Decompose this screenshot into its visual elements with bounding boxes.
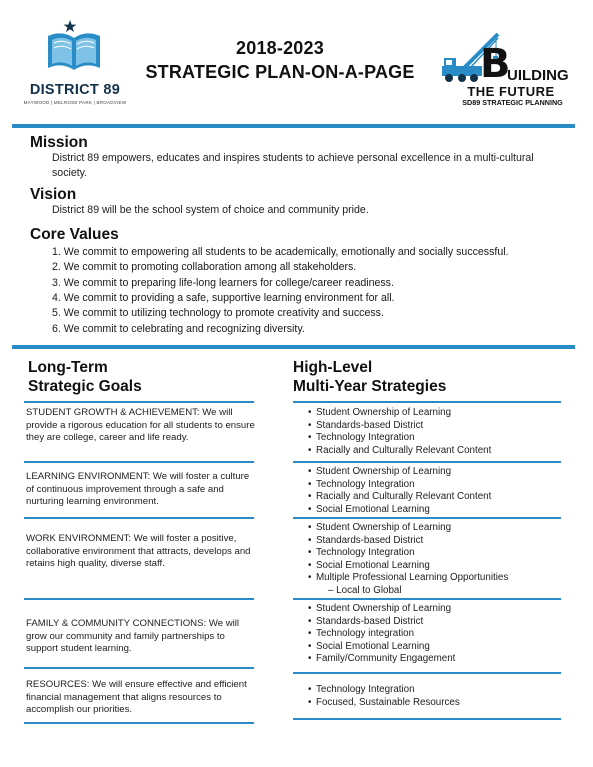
strategies-heading (293, 358, 446, 396)
core-value-item: 2. We commit to promoting collaboration among all stakeholders. (52, 261, 357, 274)
mission-heading: Mission (30, 134, 88, 151)
goal-learning-environment: LEARNING ENVIRONMENT: We will foster a culture of continuous improvement through a safe and nurturing learning environment. (26, 471, 250, 508)
strategy-item: • Social Emotional Learning (308, 641, 568, 654)
strategy-item: • Technology integration (308, 628, 568, 641)
strategy-item: • Multiple Professional Learning Opportunities (308, 572, 568, 585)
strategies-heading-line2: Multi-Year Strategies (293, 378, 447, 395)
strategy-item: • Technology Integration (308, 432, 568, 445)
the-future-word: THE FUTURE (467, 84, 555, 99)
building-the-future-logo (440, 28, 575, 110)
strategy-divider (293, 718, 561, 720)
strategic-planning-tagline: SD89 STRATEGIC PLANNING (462, 98, 563, 107)
strategy-item: • Student Ownership of Learning (308, 407, 568, 420)
strategy-divider (293, 401, 561, 403)
core-values-section (30, 226, 570, 337)
strategies-heading-line1: High-Level (293, 359, 373, 376)
vision-heading: Vision (30, 186, 77, 203)
goal-divider (24, 598, 254, 600)
district-logo (20, 18, 130, 110)
goal-divider (24, 722, 254, 724)
strategy-item: • Technology Integration (308, 479, 568, 492)
core-values-heading: Core Values (30, 226, 119, 243)
strategy-list (308, 522, 568, 598)
strategy-item: • Social Emotional Learning (308, 560, 568, 573)
middle-divider (12, 345, 575, 349)
open-book-star-icon (44, 18, 106, 78)
core-value-item: 6. We commit to celebrating and recognizing diversity. (52, 322, 305, 335)
goals-heading (28, 358, 142, 396)
strategy-item: • Standards-based District (308, 420, 568, 433)
plan-title: STRATEGIC PLAN-ON-A-PAGE (145, 62, 415, 82)
goal-resources: RESOURCES: We will ensure effective and efficient financial management that aligns resources to accomplish our priorities. (26, 679, 247, 716)
strategy-divider (293, 517, 561, 519)
goal-divider (24, 401, 254, 403)
strategy-list (308, 684, 568, 709)
goal-family-community: FAMILY & COMMUNITY CONNECTIONS: We will grow our community and family partnerships to support student learning. (26, 618, 240, 655)
strategy-item: • Racially and Culturally Relevant Content (308, 491, 568, 504)
strategy-item: • Student Ownership of Learning (308, 603, 568, 616)
district-logo-name: DISTRICT 89 (29, 82, 121, 98)
goal-divider (24, 667, 254, 669)
building-big-letter: B (480, 41, 511, 87)
building-word: UILDING (507, 67, 569, 84)
core-value-item: 5. We commit to utilizing technology to promote creativity and success. (52, 307, 384, 320)
goal-work-environment: WORK ENVIRONMENT: We will foster a positive, collaborative environment that attracts, develops and retains high quality, diverse staff. (26, 533, 251, 570)
strategy-divider (293, 598, 561, 600)
core-value-item: 4. We commit to providing a safe, supportive learning environment for all. (52, 291, 395, 304)
strategy-item: • Standards-based District (308, 616, 568, 629)
strategy-list (308, 603, 568, 666)
strategy-item: • Family/Community Engagement (308, 653, 568, 666)
strategy-item: • Standards-based District (308, 535, 568, 548)
page-title (120, 38, 440, 83)
goals-heading-line2: Strategic Goals (28, 378, 142, 395)
strategy-item: • Focused, Sustainable Resources (308, 697, 568, 710)
vision-section (30, 186, 570, 218)
mission-section (30, 134, 570, 181)
page-header (0, 0, 593, 118)
strategy-item: • Student Ownership of Learning (308, 466, 568, 479)
strategy-item: • Technology Integration (308, 684, 568, 697)
core-values-list (52, 245, 570, 337)
strategy-divider (293, 461, 561, 463)
strategy-item: • Racially and Culturally Relevant Content (308, 445, 568, 458)
plan-years: 2018-2023 (236, 38, 324, 58)
goal-student-growth: STUDENT GROWTH & ACHIEVEMENT: We will provide a rigorous education for all students to ensure they are college, career and life ready. (26, 407, 255, 444)
goals-heading-line1: Long-Term (28, 359, 108, 376)
strategy-item: • Social Emotional Learning (308, 504, 568, 517)
strategy-list (308, 466, 568, 516)
goal-divider (24, 461, 254, 463)
core-value-item: 1. We commit to empowering all students to be academically, emotionally and socially successful. (52, 246, 509, 259)
strategy-item: • Student Ownership of Learning (308, 522, 568, 535)
district-logo-towns: MAYWOOD | MELROSE PARK | BROADVIEW (23, 100, 127, 105)
core-value-item: 3. We commit to preparing life-long learners for college/career readiness. (52, 276, 394, 289)
top-divider (12, 124, 575, 128)
mission-text: District 89 empowers, educates and inspires students to achieve personal excellence in a multi-cultural society. (52, 152, 534, 180)
strategy-list (308, 407, 568, 457)
strategy-divider (293, 672, 561, 674)
strategy-item: • Technology Integration (308, 547, 568, 560)
goal-divider (24, 517, 254, 519)
strategy-item-continuation: – Local to Global (328, 584, 402, 596)
vision-text: District 89 will be the school system of choice and community pride. (52, 204, 369, 217)
